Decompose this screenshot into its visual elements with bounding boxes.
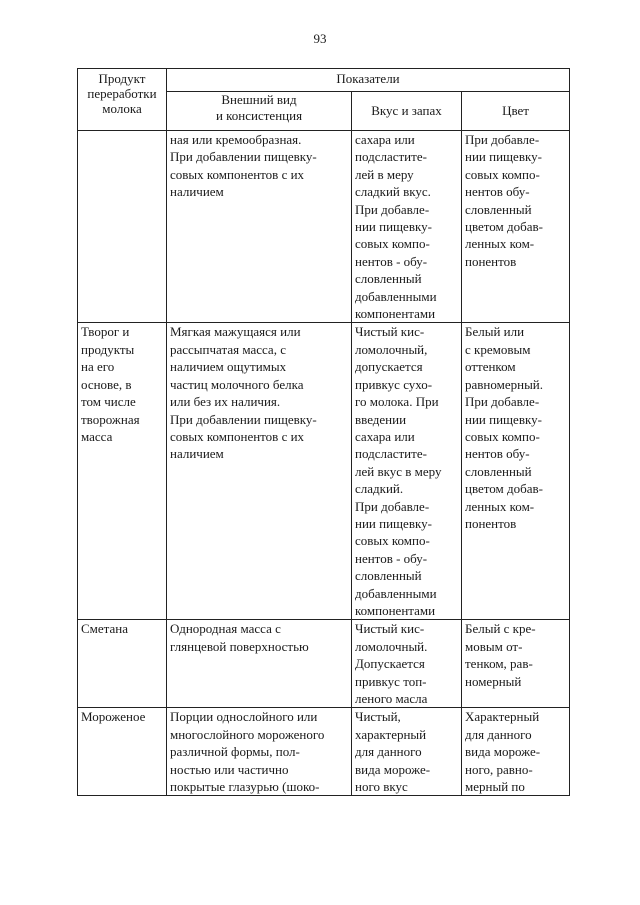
- cell-color: Белый или с кремовым оттенком равномерный. При добавле- нии пищевку- совых компо- нентов обу- словленный цветом добав- ленных ком- понентов: [462, 323, 570, 620]
- cell-color: При добавле- нии пищевку- совых компо- нентов обу- словленный цветом добав- ленных ком- понентов: [462, 131, 570, 323]
- header-taste: Вкус и запах: [352, 92, 462, 131]
- cell-product: Мороженое: [78, 708, 167, 796]
- indicators-table: [77, 68, 570, 796]
- header-appearance: Внешний вид и консистенция: [167, 92, 352, 131]
- cell-appearance: Порции однослойного или многослойного мороженого различной формы, пол- ностью или частично покрытые глазурью (шоко-: [167, 708, 352, 796]
- cell-color: Белый с кре- мовым от- тенком, рав- номерный: [462, 620, 570, 708]
- table-row: [78, 620, 570, 708]
- header-product: Продукт переработки молока: [78, 69, 167, 131]
- cell-product: Творог и продукты на его основе, в том числе творожная масса: [78, 323, 167, 620]
- header-color: Цвет: [462, 92, 570, 131]
- cell-product: Сметана: [78, 620, 167, 708]
- cell-taste: Чистый, характерный для данного вида мороже- ного вкус: [352, 708, 462, 796]
- header-indicators: Показатели: [167, 69, 570, 92]
- cell-taste: сахара или подсластите- лей в меру сладкий вкус. При добавле- нии пищевку- совых компо- нентов - обу- словленный добавленными компонентами: [352, 131, 462, 323]
- cell-taste: Чистый кис- ломолочный. Допускается привкус топ- леного масла: [352, 620, 462, 708]
- page-number: 93: [313, 31, 327, 46]
- cell-appearance: Мягкая мажущаяся или рассыпчатая масса, с наличием ощутимых частиц молочного белка или без их наличия. При добавлении пищевку- совых компонентов с их наличием: [167, 323, 352, 620]
- cell-product: [78, 131, 167, 323]
- cell-taste: Чистый кис- ломолочный, допускается привкус сухо- го молока. При введении сахара или подсластите- лей вкус в меру сладкий. При добавле- нии пищевку- совых компо- нентов - обу- словленный добавленными компонентами: [352, 323, 462, 620]
- cell-appearance: Однородная масса с глянцевой поверхностью: [167, 620, 352, 708]
- table-row: [78, 323, 570, 620]
- table-row: [78, 708, 570, 796]
- table-row: [78, 131, 570, 323]
- cell-color: Характерный для данного вида мороже- ного, равно- мерный по: [462, 708, 570, 796]
- cell-appearance: ная или кремообразная. При добавлении пищевку- совых компонентов с их наличием: [167, 131, 352, 323]
